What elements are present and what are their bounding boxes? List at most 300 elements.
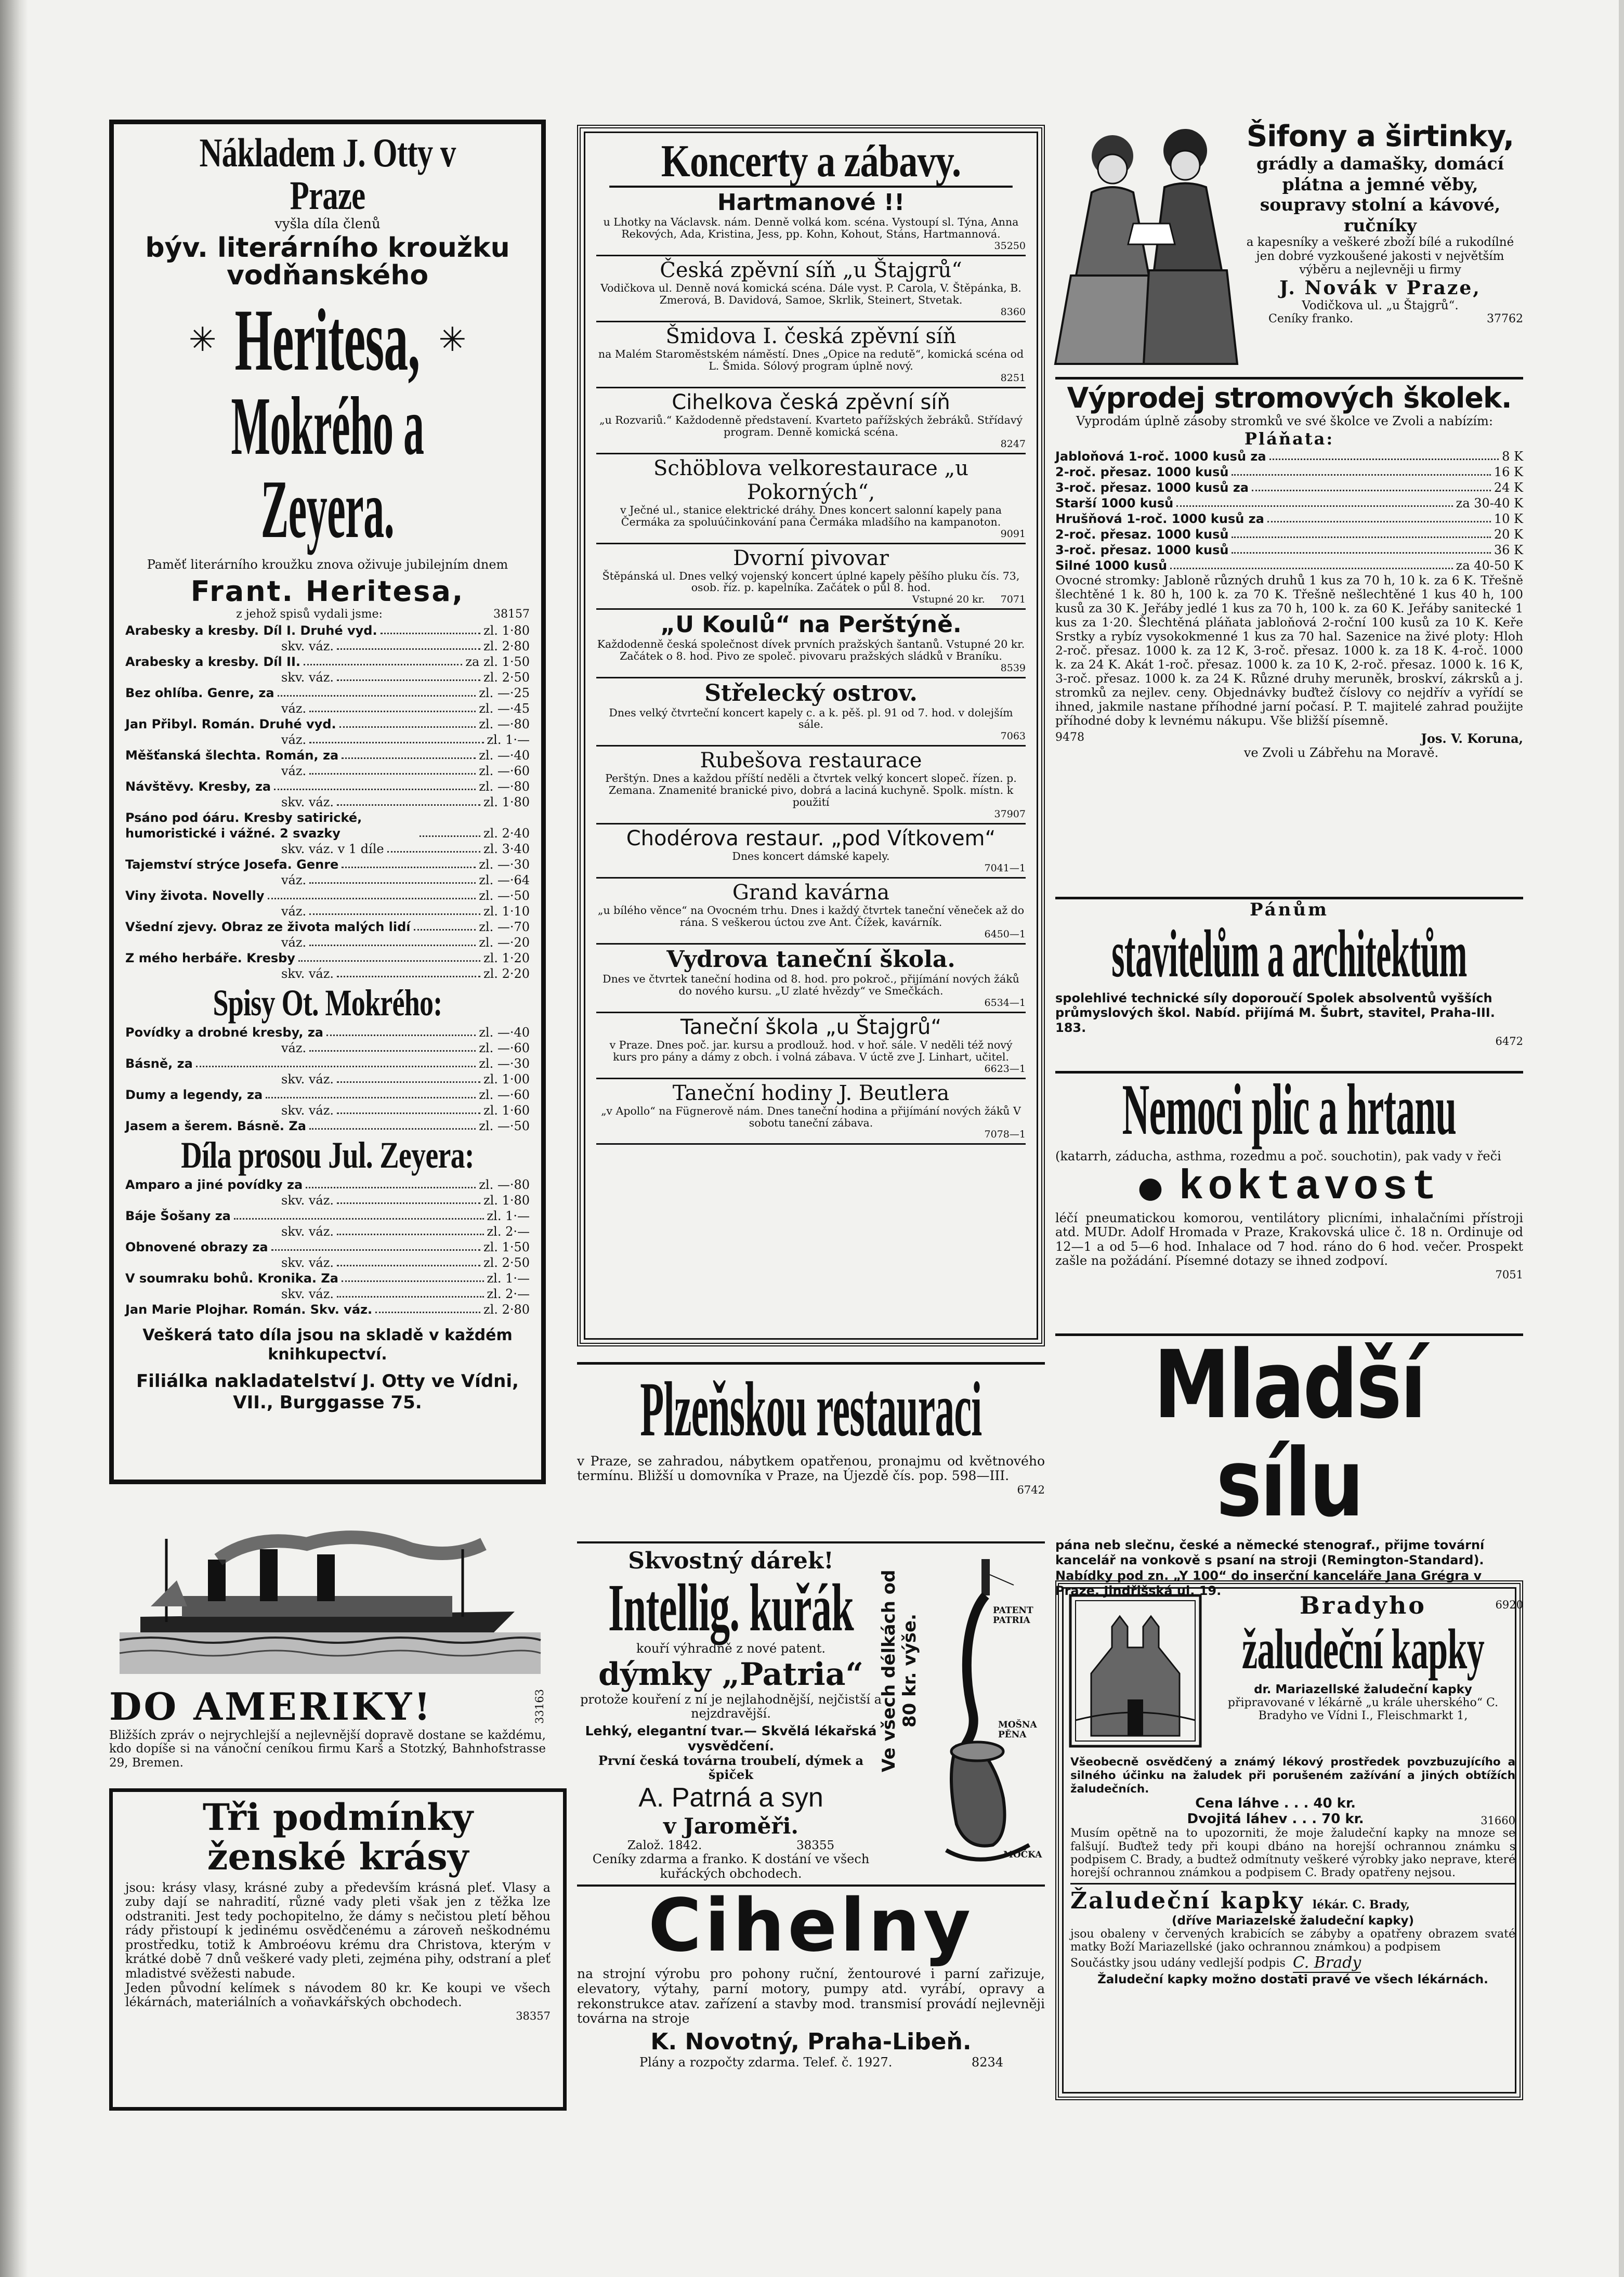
- otto-subheading: vyšla díla členů: [274, 216, 381, 232]
- ad-code: 6450—1: [984, 928, 1026, 940]
- plzenska-text: v Praze, se zahradou, nábytkem opatřenou, pronajmu od květnového termínu. Bližší u domovníka v Praze, na Újezdě čís. pop. 598—III.: [577, 1453, 1045, 1484]
- kurak-city: v Jaroměři.: [663, 1813, 799, 1839]
- otto-heading: Nákladem J. Otty v Praze: [199, 130, 456, 218]
- concert-entry-text: Dnes koncert dámské kapely.: [732, 850, 890, 863]
- book-price: zl. 2·50: [483, 1255, 530, 1270]
- ad-code: 6742: [1017, 1484, 1045, 1496]
- book-price: zl. —·30: [479, 857, 530, 872]
- book-row: [125, 1118, 530, 1134]
- book-price: zl. 2·80: [483, 1302, 530, 1317]
- book-price: zl. —·20: [479, 935, 530, 950]
- concert-entry-text: „u bílého věnce“ na Ovocném trhu. Dnes i každý čtvrtek taneční věneček až do rána. S veškerou úctou zve Ant. Čížek, kavárník.: [597, 904, 1025, 929]
- book-row: [125, 1103, 530, 1118]
- book-row: [125, 841, 530, 857]
- book-row: [125, 732, 530, 748]
- nursery-price: 8 K: [1502, 449, 1523, 464]
- stavitelum-title: stavitelům a architektům: [1111, 917, 1467, 991]
- cihelny-firm: K. Novotný, Praha-Libeň.: [650, 2029, 972, 2055]
- concert-entry: [596, 188, 1026, 256]
- otto-footer-branch: Filiálka nakladatelství J. Otty ve Vídni, VII., Burggasse 75.: [136, 1370, 519, 1413]
- kurak-ad: [577, 1541, 1045, 1879]
- cihelny-title: Cihelny: [648, 1883, 974, 1968]
- book-title: Báje Šošany za: [125, 1208, 231, 1223]
- book-price: zl. 1·00: [483, 1072, 530, 1087]
- book-price: zl. 1·20: [483, 951, 530, 966]
- vyprodej-intro: Vyprodám úplně zásoby stromků ve své školce ve Zvoli a nabízím:: [1076, 414, 1493, 428]
- book-row: [125, 670, 530, 685]
- frant-subheading: z jehož spisů vydali jsme:: [236, 608, 383, 621]
- book-price: zl. —·30: [479, 1056, 530, 1071]
- book-price: zl. —·64: [479, 873, 530, 888]
- book-title: Dumy a legendy, za: [125, 1088, 263, 1103]
- book-price: zl. 3·40: [483, 842, 530, 857]
- concert-entry: [596, 1079, 1026, 1145]
- book-price: zl. —·80: [479, 1177, 530, 1192]
- sifony-ad: [1055, 120, 1523, 374]
- stavitelum-ad: [1055, 897, 1523, 1068]
- book-row: [125, 1040, 530, 1056]
- concert-entry-title: Taneční hodiny J. Beutlera: [672, 1081, 950, 1105]
- authors-mokry-zeyer-title: Mokrého a Zeyera.: [231, 379, 424, 555]
- nursery-title: 3-roč. přesaz. 1000 kusů: [1055, 542, 1229, 557]
- book-row: [125, 623, 530, 638]
- krasa-text: jsou: krásy vlasy, krásné zuby a především krásná pleť. Vlasy a zuby dají se nahradití, různé vady pleti však jen z těžka lze odstraniti. Jest tedy pochopitelno, že dámy s nečistou pletí běhou rády přistoupí k jedinému osvědčenému a zároveň neškodnému prostředku, totiž k Ambroéovu krému dra Christova, kterým v krátké době 7 dnů veškeré vady pleti, zejména pihy, odstraní a pleť mladistvé svěžesti nabude.: [125, 1880, 551, 1981]
- heritesa-books-list: [125, 623, 530, 982]
- bradyho-signature: C. Brady: [1292, 1954, 1361, 1972]
- book-title: Básně, za: [125, 1056, 193, 1071]
- book-price: zl. 1·—: [487, 1208, 530, 1223]
- concert-entry-text: Dnes ve čtvrtek taneční hodina od 8. hod. pro pokroč., přijímání nových žáků do nového kursu. „U zlaté hvězdy“ ve Smečkách.: [603, 972, 1019, 997]
- cihelny-text: na strojní výrobu pro pohony ruční, žentourové i parní zařizuje, elevatory, výtahy, parní motory, pumpy atd. vyrábí, opravy a rekonstrukce atav. zařízení a stavby mod. transmisí provádí nejlevněji továrna na stroje: [577, 1966, 1045, 2026]
- kurak-line-1: kouří výhradně z nové patent.: [636, 1641, 826, 1656]
- bradyho-t6: Součástky jsou udány vedlejší podpis: [1070, 1957, 1286, 1970]
- page-right-edge: [1619, 0, 1624, 2277]
- concert-entry-title: Cihelkova česká zpěvní síň: [672, 390, 950, 414]
- book-row: [125, 701, 530, 716]
- nemoci-text: léčí pneumatickou komorou, ventilátory plicními, inhalačními přístroji atd. MUDr. Adolf Hromada v Praze, Krakovská ulice č. 18 n. Ordinuje od 12—1 a od 5—6 hod. Inhalace od 7 hod. ráno do 6 hod. večer. Prospekt zašle na požádání. Písemné dotazy se ihned zodpoví.: [1055, 1210, 1523, 1268]
- book-price: za zl. 1·50: [465, 655, 530, 670]
- book-title: Tajemství strýce Josefa. Genre: [125, 857, 339, 872]
- book-row: [125, 810, 530, 841]
- book-price: zl. 2·50: [483, 670, 530, 685]
- ad-code: 8251: [1000, 372, 1026, 384]
- concert-entry-text: „v Apollo“ na Fügnerově nám. Dnes taneční hodina a přijímání nových žáků V sobotu taneční zábava.: [601, 1104, 1021, 1129]
- book-row: [125, 1302, 530, 1317]
- ad-code: 7051: [1495, 1268, 1523, 1281]
- ad-code: 7071: [1000, 594, 1026, 606]
- book-title: váz.: [281, 873, 307, 888]
- sifony-title: Šifony a širtinky,: [1246, 120, 1514, 153]
- nemoci-ad: [1055, 1071, 1523, 1331]
- book-row: [125, 966, 530, 982]
- concert-entry-text: „u Rozvariů.“ Každodenně představení. Kvarteto pařížských žebráků. Střídavý program. Denně komická scéna.: [599, 413, 1023, 438]
- ad-code: 31660: [1481, 1814, 1515, 1827]
- concert-entry-text: Vodičkova ul. Denně nová komická scéna. Dále vyst. P. Carola, V. Štěpánka, B. Zmerová, B. Davidová, Samoe, Skrlik, Steinert, Stvetak.: [600, 281, 1021, 306]
- nursery-price: za 30-40 K: [1456, 495, 1523, 511]
- book-row: [125, 763, 530, 779]
- nursery-title: 2-roč. přesaz. 1000 kusů: [1055, 464, 1229, 479]
- ad-code: 8234: [971, 2055, 1003, 2070]
- kurak-head: Skvostný dárek!: [628, 1548, 834, 1574]
- concert-entry: [596, 322, 1026, 388]
- sifony-address-2: Ceníky franko.: [1268, 312, 1353, 326]
- nursery-row: [1055, 558, 1523, 573]
- sifony-text-2: a kapesníky a veškeré zboží bílé a rukodílné jen dobré vyzkoušené jakosti v největším výběru a nejlevněji u firmy: [1246, 235, 1514, 277]
- bradyho-t5: jsou obaleny v červených krabicích se zábyby a opatřeny obrazem svaté matky Boží Mariazellské (jako ochrannou známkou) a podpisem: [1070, 1927, 1515, 1954]
- kurak-line-5: Ceníky zdarma a franko. K dostání ve všech kuřáckých obchodech.: [592, 1851, 870, 1881]
- book-title: Návštěvy. Kresby, za: [125, 779, 271, 794]
- concert-entry-text: na Malém Staroměstském náměstí. Dnes „Opice na redutě“, komická scéna od L. Šmida. Sólový program úplně nový.: [598, 347, 1024, 372]
- concert-entry-text: Dnes velký čtvrteční koncert kapely c. a k. pěš. pl. 91 od 7. hod. v dolejším sále.: [609, 706, 1013, 731]
- book-price: zl. 2·—: [487, 1286, 530, 1301]
- krasa-text-2: Jeden původní kelímek s návodem 80 kr. Ke koupi ve všech lékárnách, materiálních a voňavkářských obchodech.: [125, 1980, 551, 2010]
- nursery-title: Hrušňová 1-roč. 1000 kusů za: [1055, 511, 1264, 526]
- book-price: zl. —·80: [479, 779, 530, 794]
- kurak-title-2: dýmky „Patria“: [598, 1656, 864, 1693]
- book-title: Arabesky a kresby. Díl I. Druhé vyd.: [125, 623, 377, 638]
- book-title: váz.: [281, 764, 307, 779]
- book-title: Amparo a jiné povídky za: [125, 1177, 303, 1192]
- nursery-price: 36 K: [1494, 542, 1523, 557]
- mariazell-church-illustration: [1070, 1595, 1200, 1746]
- book-price: zl. 1·80: [483, 795, 530, 810]
- koncerty-section: [577, 125, 1045, 1346]
- book-row: [125, 904, 530, 919]
- nursery-price: 24 K: [1494, 480, 1523, 495]
- book-price: zl. 1·—: [487, 732, 530, 748]
- concert-entry: [596, 544, 1026, 610]
- nursery-price: 20 K: [1494, 527, 1523, 542]
- book-row: [125, 1286, 530, 1302]
- book-row: [125, 779, 530, 794]
- book-row: [125, 716, 530, 732]
- concert-entry-title: Grand kavárna: [732, 881, 890, 905]
- vyprodej-price-list: [1055, 449, 1523, 573]
- book-price: zl. 1·—: [487, 1271, 530, 1286]
- ad-code: 35250: [994, 240, 1026, 252]
- book-title: Psáno pod óáru. Kresby satirické, humoristické i vážné. 2 svazky: [125, 810, 362, 841]
- book-row: [125, 1208, 530, 1224]
- book-title: skv. váz.: [281, 1072, 334, 1087]
- concert-entry-text: Každodenně česká společnost dívek prvních pražských šantanů. Vstupné 20 kr. Začátek o 8. hod. Pivo ze společ. pivovaru pražských sládků v Braníku.: [597, 638, 1025, 662]
- book-title: Povídky a drobné kresby, za: [125, 1025, 323, 1040]
- book-title: skv. váz.: [281, 1255, 334, 1270]
- ad-code: 9091: [1000, 528, 1026, 540]
- star-ornament-icon: ✳: [438, 320, 467, 359]
- amerika-text: Bližších zpráv o nejrychlejší a nejlevnější dopravě dostane se každému, kdo dopíše si na vánoční ceníkou firmu Karš a Stotzký, Bahnhofstrasse 29, Bremen.: [109, 1729, 546, 1770]
- nursery-row: [1055, 511, 1523, 527]
- nursery-title: 2-roč. přesaz. 1000 kusů: [1055, 527, 1229, 542]
- book-title: skv. váz.: [281, 670, 334, 685]
- concert-entry-title: Rubešova restaurace: [700, 749, 922, 773]
- ad-code: 6920: [1495, 1599, 1523, 1612]
- frant-heritesa-heading: Frant. Heritesa,: [190, 575, 465, 608]
- nursery-row: [1055, 449, 1523, 464]
- concert-entry: [596, 945, 1026, 1013]
- book-row: [125, 794, 530, 810]
- book-title: Jasem a šerem. Básně. Za: [125, 1119, 306, 1134]
- bradyho-t3: Všeobecně osvědčený a známý lékový prostředek povzbuzujícího a silného účinku na žaludek při porušeném zažívání a jiných obtížích žaludečních.: [1070, 1756, 1515, 1796]
- sifony-firm: J. Novák v Praze,: [1279, 277, 1481, 299]
- bradyho-t7: Žaludeční kapky možno dostati pravé ve všech lékárnách.: [1097, 1973, 1488, 1987]
- nursery-title: 3-roč. přesaz. 1000 kusů za: [1055, 480, 1249, 495]
- krasa-title-1: Tři podmínky: [202, 1796, 474, 1839]
- nursery-row: [1055, 542, 1523, 558]
- book-row: [125, 748, 530, 763]
- book-title: skv. váz.: [281, 795, 334, 810]
- book-title: Jan Přibyl. Román. Druhé vyd.: [125, 717, 336, 732]
- book-price: zl. —·40: [479, 1025, 530, 1040]
- book-title: Bez ohlíba. Genre, za: [125, 686, 274, 701]
- bradyho-h2: Žaludeční kapky: [1070, 1887, 1304, 1914]
- mokry-books-list: [125, 1025, 530, 1134]
- kurak-founded: Založ. 1842.: [627, 1838, 702, 1852]
- kurak-title: Intellig. kuřák: [608, 1571, 854, 1645]
- vyprodej-title: Výprodej stromových školek.: [1067, 382, 1512, 414]
- ad-code: 9478: [1055, 730, 1084, 744]
- bullet-icon: ●: [1137, 1170, 1163, 1205]
- ad-code: 8360: [1000, 306, 1026, 318]
- ad-code: 6623—1: [984, 1063, 1026, 1075]
- ad-code: 33163: [533, 1689, 546, 1724]
- book-row: [125, 1271, 530, 1286]
- krasa-title-2: ženské krásy: [207, 1835, 469, 1878]
- book-title: váz.: [281, 701, 307, 716]
- book-price: zl. —·40: [479, 748, 530, 763]
- concert-entry: [596, 678, 1026, 747]
- nursery-title: Jabloňová 1-roč. 1000 kusů za: [1055, 449, 1266, 464]
- concert-entry: [596, 388, 1026, 454]
- book-price: zl. 1·80: [483, 623, 530, 638]
- pipe-label-patent: PATENT PATRIA: [993, 1605, 1033, 1626]
- book-price: zl. —·50: [479, 1119, 530, 1134]
- bradyho-price-2: Dvojitá láhev . . . 70 kr.: [1187, 1811, 1364, 1827]
- bradyho-title: žaludeční kapky: [1241, 1617, 1485, 1681]
- book-row: [125, 919, 530, 935]
- concert-entry-title: „U Koulů“ na Perštýně.: [660, 611, 962, 638]
- nursery-price: za 40-50 K: [1456, 558, 1523, 573]
- concert-entry-text: Perštýn. Dnes a každou příští neděli a čtvrtek velký koncert slopeč. řízen. p. Zemana. Znamenité branické pivo, dobrá a laciná kuchyně. Spolk. místn. k použití: [605, 772, 1017, 809]
- book-title: Z mého herbáře. Kresby: [125, 951, 295, 966]
- book-price: zl. —·60: [479, 1088, 530, 1103]
- book-row: [125, 950, 530, 966]
- stavitelum-head: Pánům: [1249, 899, 1329, 920]
- nursery-row: [1055, 464, 1523, 480]
- concert-entry: [596, 610, 1026, 678]
- concert-entry-title: Česká zpěvní síň „u Štajgrů“: [660, 258, 962, 282]
- concert-entry: [596, 825, 1026, 879]
- vyprodej-ad: [1055, 377, 1523, 892]
- book-price: zl. —·25: [479, 686, 530, 701]
- binding-shadow: [0, 0, 28, 2277]
- concert-entry-admission: Vstupné 20 kr.: [912, 594, 985, 606]
- pipe-label-mosna: MOŠNA PĚNA: [998, 1720, 1037, 1740]
- two-ladies-illustration: [1055, 120, 1237, 374]
- ad-code: 38355: [796, 1838, 835, 1852]
- book-title: Viny života. Novelly: [125, 888, 265, 904]
- concert-entry-text: Štěpánská ul. Dnes velký vojenský koncert úplné kapely pěšího pluku čís. 73, osob. říz. p. kapelníka. Začátek o půl 8. hod.: [602, 569, 1020, 594]
- book-price: zl. 2·80: [483, 639, 530, 654]
- book-title: Měšťanská šlechta. Román, za: [125, 748, 339, 763]
- book-title: Všední zjevy. Obraz ze života malých lidí: [125, 920, 411, 935]
- kurak-firm: A. Patrná a syn: [638, 1782, 823, 1813]
- steamship-illustration: [120, 1528, 541, 1674]
- nursery-row: [1055, 480, 1523, 495]
- nursery-row: [1055, 527, 1523, 542]
- bradyho-h2b: lékár. C. Brady,: [1312, 1897, 1410, 1912]
- ad-code: 8247: [1000, 438, 1026, 450]
- kurak-line-3: Lehký, elegantní tvar.— Skvělá lékařská vysvědčení.: [585, 1723, 877, 1753]
- book-title: V soumraku bohů. Kronika. Za: [125, 1271, 339, 1286]
- concert-entry-text: u Lhotky na Václavsk. nám. Denně volká kom. scéna. Vystoupí sl. Týna, Anna Rekových, Ada, Kristina, Jess, pp. Kohn, Kohout, Stáns, Hartmannová.: [603, 215, 1019, 240]
- book-title: váz.: [281, 732, 307, 748]
- book-title: Arabesky a kresby. Díl II.: [125, 655, 301, 670]
- book-title: skv. váz.: [281, 1103, 334, 1118]
- concert-entry-title: Taneční škola „u Štajgrů“: [680, 1015, 942, 1039]
- bradyho-t1: dr. Mariazellské žaludeční kapky: [1254, 1682, 1472, 1696]
- book-title: skv. váz. v 1 díle: [281, 842, 384, 857]
- vyprodej-signature: Jos. V. Koruna,: [1421, 730, 1523, 746]
- mladsi-title: Mladší sílu: [1154, 1331, 1425, 1538]
- book-row: [125, 1255, 530, 1271]
- bradyho-price-1: Cena láhve . . . 40 kr.: [1195, 1796, 1356, 1812]
- otto-circle-name: býv. literárního kroužku vodňanského: [145, 232, 510, 291]
- cihelny-ad: [577, 1885, 1045, 2144]
- book-title: skv. váz.: [281, 1224, 334, 1239]
- book-price: zl. —·80: [479, 717, 530, 732]
- book-row: [125, 1087, 530, 1103]
- bradyho-ad: [1055, 1580, 1523, 2100]
- book-row: [125, 654, 530, 670]
- ad-code: 6534—1: [984, 997, 1026, 1009]
- book-price: zl. —·50: [479, 888, 530, 904]
- stavitelum-text: spolehlivé technické síly doporoučí Spolek absolventů vyšších průmyslových škol. Nabíd. přijímá M. Šubrt, stavitel, Praha-III. 183.: [1055, 991, 1495, 1035]
- book-row: [125, 872, 530, 888]
- concert-entry-title: Střelecký ostrov.: [704, 679, 918, 706]
- book-row: [125, 1056, 530, 1071]
- zeyer-books-list: [125, 1177, 530, 1317]
- bradyho-t4: Musím opětně na to upozorniti, že moje žaludeční kapky na mnoze se falšují. Buďtež tedy při koupi dbáno na horejší ochrannou známku s podpisem C. Brady, a budtež odmítnuty veškeré výrobky jako neprave, které horejší ochrannou známkou a podpisem C. Brady opatřeny nejsou.: [1070, 1827, 1515, 1880]
- nursery-price: 16 K: [1494, 464, 1523, 479]
- pipe-illustration: [936, 1554, 1040, 1876]
- vyprodej-place: ve Zvoli u Zábřehu na Moravě.: [1243, 745, 1439, 760]
- book-row: [125, 1071, 530, 1087]
- book-price: zl. —·45: [479, 701, 530, 716]
- amerika-title: DO AMERIKY!: [109, 1684, 433, 1729]
- book-title: váz.: [281, 1041, 307, 1056]
- vyprodej-subtitle: Pláňata:: [1244, 428, 1334, 449]
- kurak-line-4: První česká továrna troubelí, dýmek a špiček: [598, 1752, 864, 1783]
- mokry-heading: Spisy Ot. Mokrého:: [213, 982, 442, 1024]
- ad-code: 37907: [994, 808, 1026, 820]
- book-price: zl. —·70: [479, 920, 530, 935]
- vyprodej-body: Ovocné stromky: Jabloně různých druhů 1 kus za 70 h, 10 k. za 6 K. Třešně šlechtěné 1 k. 80 h, 100 k. za 70 K. Třešně nešlechtěné 1 kus 40 h, 100 kusů za 30 K. Jeřáby jedlé 1 kus za 70 h, 100 k. za 60 K. Jeřáby sanitecké 1 kus za 1·20. Šlechtěná pláňata jabloňová 2-roční 100 kusů za 10 K. Keře Srstky a rybíz vysokokmenné 1 kus za 70 hal. Sazenice na živé ploty: Hloh 2-roč. přesaz. 1000 k. za 12 K, 3-roč. přesaz. 1000 k. za 18 K. 4-roč. 1000 k. za 24 K. Akát 1-roč. přesaz. 1000 k. za 10 K, 2-roč. přesaz. 1000 k. 16 K, 3-roč. přesaz. 1000 k. za 24 K. Různé druhy meruněk, broskví, zákrsků a j. stromků za nejlev. ceny. Objednávky buďtež číslovy co nejdřív a vyřídí se ihned, jakmile nastane příhodné jarní počasí. P. T. majitelé zahrad použijte příhodné doby k levnému nákupu. Vše bližší písemně.: [1055, 572, 1523, 728]
- otto-publisher-ad: [109, 120, 546, 1484]
- concert-entry-title: Vydrova taneční škola.: [666, 946, 955, 973]
- book-title: Jan Marie Plojhar. Román. Skv. váz.: [125, 1302, 373, 1317]
- book-row: [125, 1193, 530, 1208]
- sifony-text: grádly a damašky, domácí plátna a jemné věby, soupravy stolní a kávové, ručníky: [1256, 153, 1504, 235]
- otto-footer-stock: Veškerá tato díla jsou na skladě v každém knihkupectví.: [142, 1326, 513, 1364]
- nursery-title: Starší 1000 kusů: [1055, 495, 1174, 511]
- pipe-label-mocka: MOČKA: [1003, 1850, 1042, 1860]
- book-row: [125, 1025, 530, 1040]
- ad-code: 38357: [516, 2009, 551, 2022]
- concert-entry: [596, 256, 1026, 322]
- ad-code: 7063: [1000, 730, 1026, 742]
- nursery-price: 10 K: [1494, 511, 1523, 526]
- star-ornament-icon: ✳: [188, 320, 217, 359]
- concert-entry: [596, 879, 1026, 945]
- plzenska-ad: [577, 1362, 1045, 1539]
- koncerty-list: [596, 188, 1026, 1145]
- ad-code: 8539: [1000, 662, 1026, 674]
- book-price: zl. —·60: [479, 764, 530, 779]
- concert-entry-text: v Ječné ul., stanice elektrické dráhy. Dnes koncert salonní kapely pana Čermáka za spoluúčinkování pana Čermáka mladšího na kampanoton.: [620, 503, 1002, 528]
- nemoci-koktavost: koktavost: [1178, 1163, 1441, 1211]
- ad-code: 7078—1: [984, 1129, 1026, 1141]
- otto-memorial-text: Paměť literárního kroužku znova oživuje jubilejním dnem: [147, 557, 508, 572]
- cihelny-footer: Plány a rozpočty zdarma. Telef. č. 1927.: [639, 2055, 893, 2070]
- book-title: váz.: [281, 904, 307, 919]
- book-row: [125, 857, 530, 872]
- nemoci-subtitle: (katarrh, záducha, asthma, rozedmu a poč. souchotin), pak vady v řeči: [1055, 1149, 1501, 1163]
- koncerty-title: Koncerty a zábavy.: [609, 138, 1013, 188]
- bradyho-t2: připravované v lékárně „u krále uherského“ C. Bradyho ve Vídni I., Fleischmarkt 1,: [1227, 1696, 1499, 1722]
- nursery-title: Silné 1000 kusů: [1055, 558, 1168, 573]
- book-price: zl. 2·—: [487, 1224, 530, 1239]
- concert-entry-title: Chodérova restaur. „pod Vítkovem“: [626, 827, 996, 851]
- book-title: skv. váz.: [281, 639, 334, 654]
- kurak-side-text: Ve všech délkách od 80 kr. výše.: [879, 1569, 920, 1772]
- book-title: skv. váz.: [281, 1286, 334, 1301]
- book-row: [125, 1239, 530, 1255]
- bradyho-head: Bradyho: [1300, 1591, 1426, 1619]
- book-row: [125, 1224, 530, 1239]
- concert-entry: [596, 747, 1026, 825]
- concert-entry-title: Hartmanové !!: [717, 189, 905, 216]
- nemoci-title: Nemoci plic a hrtanu: [1122, 1069, 1457, 1150]
- bradyho-h2c: (dříve Mariazelské žaludeční kapky): [1171, 1914, 1414, 1928]
- book-price: zl. 1·60: [483, 1103, 530, 1118]
- book-title: skv. váz.: [281, 1193, 334, 1208]
- book-row: [125, 1177, 530, 1193]
- concert-entry: [596, 1013, 1026, 1079]
- ad-code: 6472: [1495, 1035, 1523, 1048]
- book-title: váz.: [281, 935, 307, 950]
- sifony-address: Vodičkova ul. „u Štajgrů“.: [1302, 298, 1459, 312]
- book-title: skv. váz.: [281, 966, 334, 982]
- ad-code: 37762: [1487, 312, 1523, 326]
- concert-entry-title: Šmidova I. česká zpěvní síň: [665, 324, 957, 348]
- book-title: Obnovené obrazy za: [125, 1239, 268, 1254]
- book-price: zl. 1·50: [483, 1239, 530, 1254]
- zeyer-heading: Díla prosou Jul. Zeyera:: [181, 1134, 474, 1176]
- amerika-ad: [109, 1684, 546, 1804]
- mladsi-text: pána neb slečnu, české a německé stenograf., přijme tovární kancelář na vonkově s psaní na stroji (Remington-Standard). Nabídky pod zn. „Y 100“ do inserční kanceláře Jana Grégra v Praze, Jindřišská ul. 19.: [1055, 1538, 1485, 1598]
- ad-code: 7041—1: [984, 862, 1026, 874]
- book-row: [125, 685, 530, 701]
- nursery-row: [1055, 495, 1523, 511]
- book-price: zl. 1·80: [483, 1193, 530, 1208]
- concert-entry: [596, 454, 1026, 544]
- concert-entry-text: v Praze. Dnes poč. jar. kursu a prodlouž. hod. v hoř. sále. V neděli též nový kurs pro pány a dámy z obch. i volná zábava. V úctě zve J. Linhart, učitel.: [609, 1038, 1013, 1063]
- author-heritesa-title: Heritesa,: [235, 291, 420, 389]
- concert-entry-title: Schöblova velkorestaurace „u Pokorných“,: [653, 456, 968, 504]
- book-price: zl. 1·10: [483, 904, 530, 919]
- kurak-line-2: protože kouření z ní je nejlahodnější, nejčistší a nejzdravější.: [580, 1692, 882, 1721]
- book-price: zl. 2·40: [483, 826, 530, 841]
